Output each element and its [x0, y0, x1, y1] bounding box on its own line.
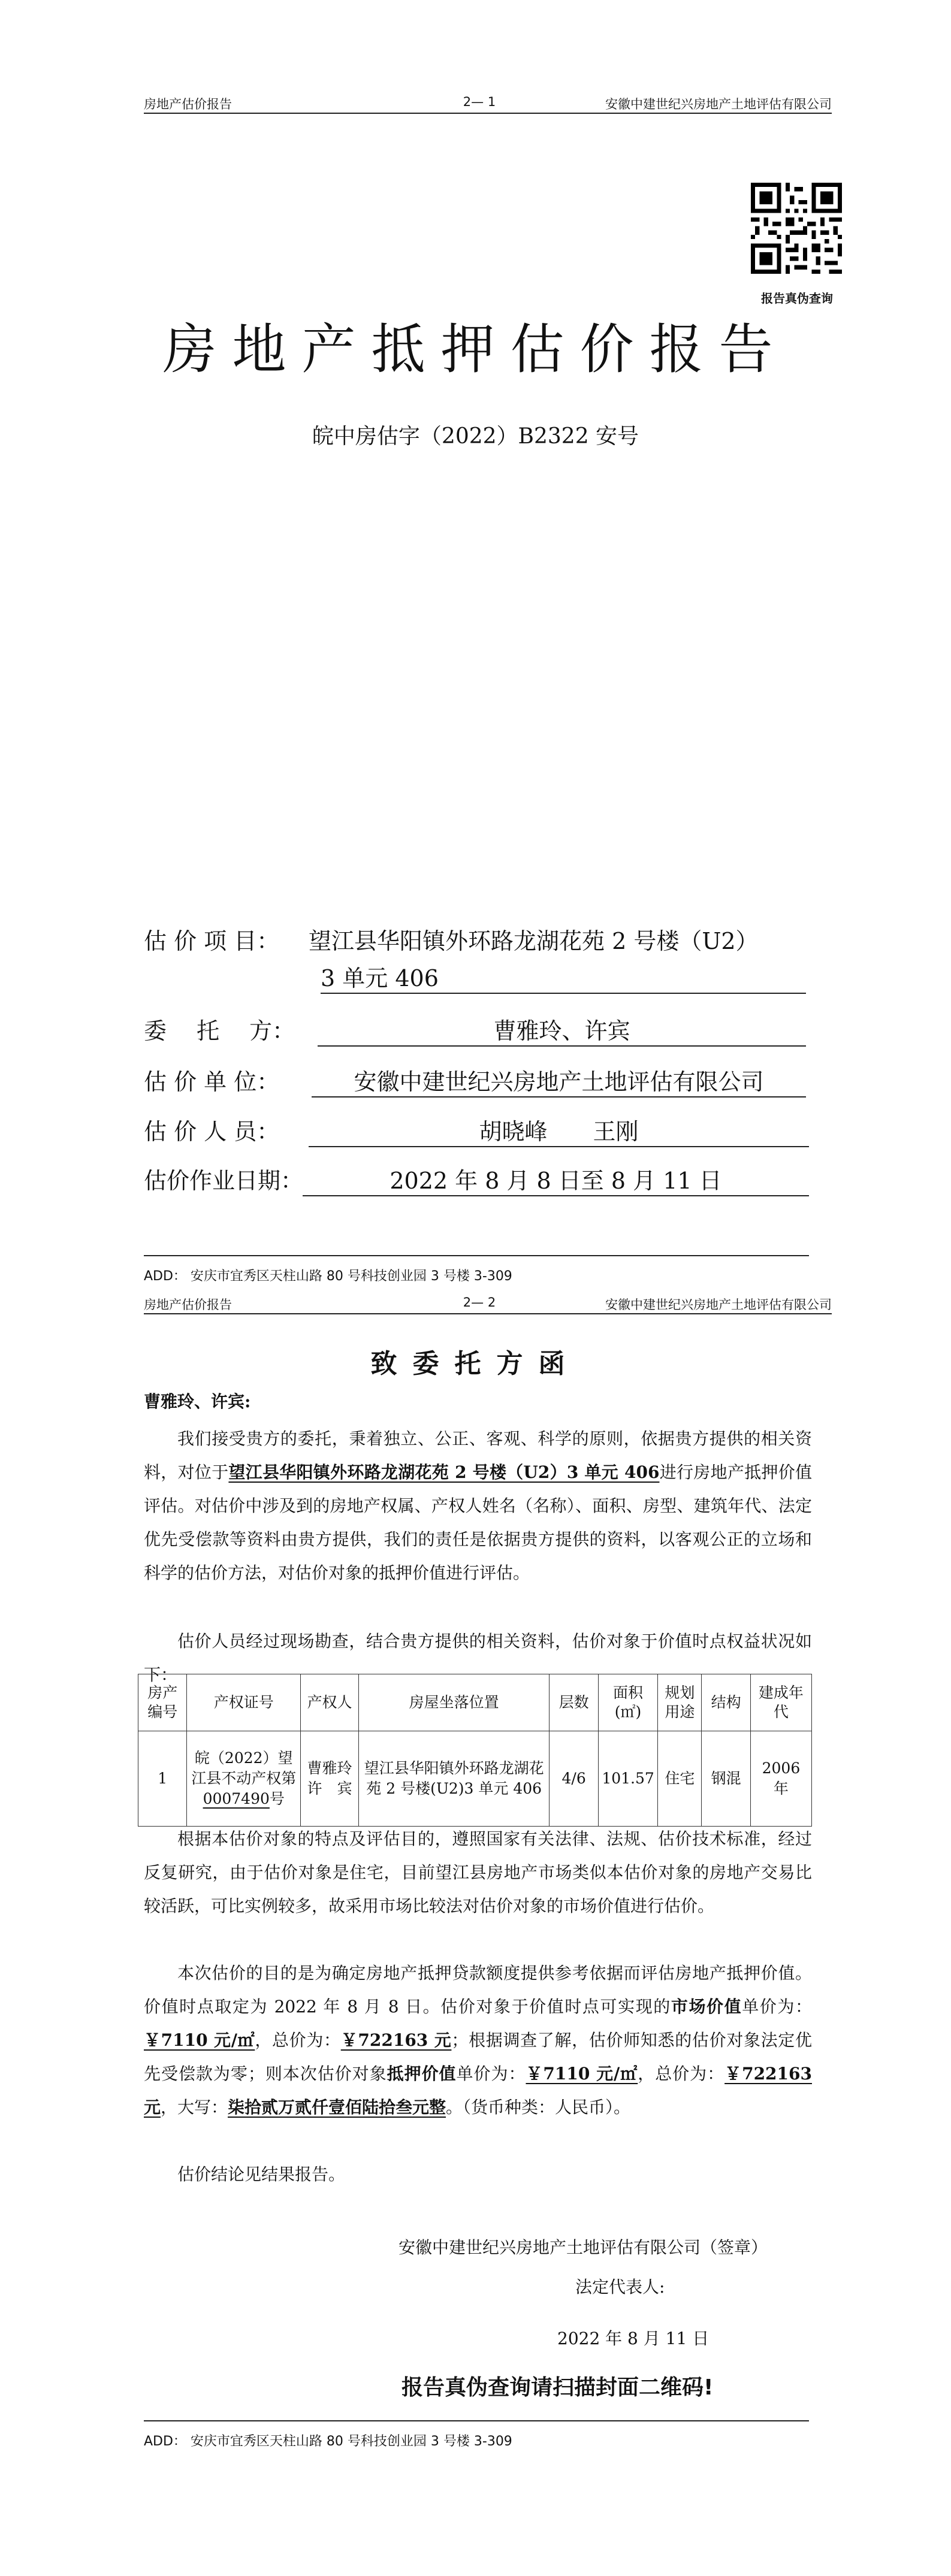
market-total-price: ￥722163 元: [340, 2030, 452, 2050]
mortgage-value-label: 抵押价值: [387, 2064, 457, 2084]
header-report-name: 房地产估价报告: [144, 1298, 232, 1312]
client-label: 委 托 方：: [144, 1018, 295, 1044]
mortgage-total-price: ￥722163 元: [144, 2064, 812, 2117]
amount-in-words: 柒拾贰万贰仟壹佰陆拾叁元整: [228, 2097, 446, 2117]
conclusion-text-c: ，总价为：: [255, 2030, 341, 2050]
footer-address: ADD： 安庆市宜秀区天柱山路 80 号科技创业园 3 号楼 3-309: [144, 1269, 512, 1284]
header-page-number: 2— 2: [463, 1295, 496, 1310]
appraiser-org-label: 估 价 单 位：: [144, 1069, 280, 1095]
col-header: 房产编号: [138, 1674, 187, 1731]
conclusion-text-h: 。（货币种类：人民币）。: [446, 2097, 631, 2117]
qr-caption: 报告真伪查询: [761, 291, 833, 306]
col-header: 房屋坐落位置: [358, 1674, 549, 1731]
cell-area: 101.57: [598, 1731, 657, 1827]
project-value-line1: 望江县华阳镇外环路龙湖花苑 2 号楼（U2）: [309, 928, 759, 954]
paragraph-conclusion: [144, 1957, 812, 2124]
col-header: 结构: [702, 1674, 750, 1731]
conclusion-text-e: 单价为：: [456, 2064, 526, 2084]
cell-location: 望江县华阳镇外环路龙湖花苑 2 号楼(U2)3 单元 406: [358, 1731, 549, 1827]
header-company: 安徽中建世纪兴房地产土地评估有限公司: [605, 97, 832, 111]
conclusion-text-d: ；根据调查了解，估价师知悉的估价对象法定优先受偿款为零；则本次估价对象: [144, 2030, 812, 2084]
document-number: 皖中房估字（2022）B2322 安号: [312, 424, 639, 449]
cell-structure: 钢混: [702, 1731, 750, 1827]
intro-text-a: 我们接受贵方的委托，秉着独立、公正、客观、科学的原则，依据贵方提供的相关资料，对位于: [144, 1429, 812, 1482]
col-header: 建成年代: [750, 1674, 811, 1731]
market-unit-price: ￥7110 元/㎡: [144, 2030, 255, 2050]
report-title: 房地产抵押估价报告: [162, 318, 789, 381]
project-label: 估 价 项 目：: [144, 928, 280, 954]
period-label: 估价作业日期：: [144, 1168, 304, 1194]
cell-use: 住宅: [658, 1731, 702, 1827]
property-table: [138, 1674, 812, 1827]
salutation: 曹雅玲、许宾:: [144, 1392, 251, 1411]
col-header: 层数: [550, 1674, 598, 1731]
letter-title: 致委托方函: [370, 1349, 581, 1379]
cert-text: 皖（2022）望江县不动产权第: [191, 1749, 297, 1787]
project-value-line2: 3 单元 406: [321, 960, 806, 994]
page-header: [144, 1295, 832, 1314]
conclusion-text-b: 单价为：: [742, 1997, 812, 2016]
signature-date: 2022 年 8 月 11 日: [557, 2329, 710, 2348]
table-header-row: [138, 1674, 812, 1731]
cell-floors: 4/6: [550, 1731, 598, 1827]
col-header: 产权人: [301, 1674, 359, 1731]
paragraph-method: 根据本估价对象的特点及评估目的，遵照国家有关法律、法规、估价技术标准，经过反复研究，由于估价对象是住宅，目前望江县房地产市场类似本估价对象的房地产交易比较活跃，可比实例较多，故采用市场比较法对估价对象的市场价值进行估价。: [144, 1829, 812, 1916]
cell-year: 2006 年: [750, 1731, 811, 1827]
property-address: 望江县华阳镇外环路龙湖花苑 2 号楼（U2）3 单元 406: [228, 1462, 660, 1482]
header-page-number: 2— 1: [463, 95, 496, 109]
letter-page: [0, 1294, 951, 2576]
conclusion-text-g: ，大写：: [161, 2097, 228, 2117]
page-header: [144, 95, 832, 114]
conclusion-text-a: 本次估价的目的是为确定房地产抵押贷款额度提供参考依据而评估房地产抵押价值。价值时点取定为 2022 年 8 月 8 日。估价对象于价值时点可实现的: [144, 1963, 812, 2016]
cell-no: 1: [138, 1731, 187, 1827]
conclusion-text-f: ，总价为：: [638, 2064, 725, 2084]
cert-number: 0007490: [203, 1790, 270, 1807]
appraiser-org-value: 安徽中建世纪兴房地产土地评估有限公司: [312, 1063, 806, 1097]
qr-code-icon[interactable]: [751, 183, 842, 274]
signature-representative: 法定代表人:: [575, 2277, 665, 2297]
col-header: 面积(㎡): [598, 1674, 657, 1731]
paragraph-survey: 估价人员经过现场勘查，结合贵方提供的相关资料，估价对象于价值时点权益状况如下：: [144, 1631, 812, 1685]
appraisers-value: 胡晓峰 王刚: [309, 1113, 809, 1147]
col-header: 规划用途: [658, 1674, 702, 1731]
period-value: 2022 年 8 月 8 日至 8 月 11 日: [303, 1162, 809, 1196]
cert-suffix: 号: [269, 1790, 285, 1807]
col-header: 产权证号: [187, 1674, 301, 1731]
signature-company: 安徽中建世纪兴房地产土地评估有限公司（签章）: [398, 2238, 768, 2257]
table-row: [138, 1731, 812, 1827]
footer-address: ADD： 安庆市宜秀区天柱山路 80 号科技创业园 3 号楼 3-309: [144, 2434, 512, 2449]
market-value-label: 市场价值: [671, 1997, 742, 2016]
paragraph-see-results: 估价结论见结果报告。: [177, 2164, 346, 2184]
client-value: 曹雅玲、许宾: [318, 1012, 806, 1047]
page-footer: [144, 1255, 809, 1284]
cell-owner: 曹雅玲 许 宾: [301, 1731, 359, 1827]
appraisers-label: 估 价 人 员：: [144, 1118, 280, 1145]
intro-text-b: 进行房地产抵押价值评估。对估价中涉及到的房地产权属、产权人姓名（名称）、面积、房型、建筑年代、法定优先受偿款等资料由贵方提供，我们的责任是依据贵方提供的资料，以客观公正的立场和科学的估价方法，对估价对象的抵押价值进行评估。: [144, 1462, 812, 1583]
mortgage-unit-price: ￥7110 元/㎡: [526, 2064, 638, 2084]
header-company: 安徽中建世纪兴房地产土地评估有限公司: [605, 1298, 832, 1312]
header-report-name: 房地产估价报告: [144, 97, 232, 111]
cell-cert: [187, 1731, 301, 1827]
authenticity-notice: 报告真伪查询请扫描封面二维码!: [401, 2375, 714, 2400]
paragraph-intro: [144, 1422, 812, 1590]
page-footer: [144, 2420, 809, 2450]
